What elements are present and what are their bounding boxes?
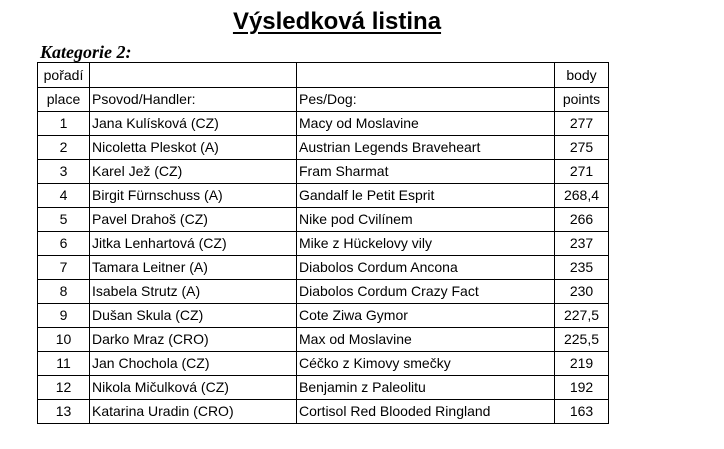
header-points-line2: points xyxy=(555,88,609,112)
dog-cell: Diabolos Cordum Crazy Fact xyxy=(297,280,555,304)
table-row xyxy=(38,280,609,304)
table-row xyxy=(38,256,609,280)
header-place-line2: place xyxy=(38,88,90,112)
place-cell: 3 xyxy=(38,160,90,184)
points-cell: 237 xyxy=(555,232,609,256)
place-cell: 6 xyxy=(38,232,90,256)
dog-cell: Céčko z Kimovy smečky xyxy=(297,352,555,376)
handler-cell: Nikola Mičulková (CZ) xyxy=(90,376,297,400)
dog-cell: Fram Sharmat xyxy=(297,160,555,184)
points-cell: 271 xyxy=(555,160,609,184)
points-cell: 227,5 xyxy=(555,304,609,328)
table-row xyxy=(38,352,609,376)
dog-cell: Nike pod Cvilínem xyxy=(297,208,555,232)
table-row xyxy=(38,376,609,400)
place-cell: 5 xyxy=(38,208,90,232)
handler-cell: Isabela Strutz (A) xyxy=(90,280,297,304)
place-cell: 9 xyxy=(38,304,90,328)
header-row-1 xyxy=(38,63,609,88)
points-cell: 230 xyxy=(555,280,609,304)
table-row xyxy=(38,232,609,256)
points-cell: 266 xyxy=(555,208,609,232)
handler-cell: Dušan Skula (CZ) xyxy=(90,304,297,328)
dog-cell: Austrian Legends Braveheart xyxy=(297,136,555,160)
place-cell: 2 xyxy=(38,136,90,160)
table-row xyxy=(38,112,609,136)
header-points-line1: body xyxy=(555,63,609,88)
place-cell: 1 xyxy=(38,112,90,136)
page-title: Výsledková listina xyxy=(232,8,442,35)
dog-cell: Mike z Hückelovy vily xyxy=(297,232,555,256)
handler-cell: Pavel Drahoš (CZ) xyxy=(90,208,297,232)
handler-cell: Jan Chochola (CZ) xyxy=(90,352,297,376)
dog-cell: Gandalf le Petit Esprit xyxy=(297,184,555,208)
handler-cell: Darko Mraz (CRO) xyxy=(90,328,297,352)
points-cell: 275 xyxy=(555,136,609,160)
table-row xyxy=(38,136,609,160)
header-handler-blank xyxy=(90,63,297,88)
results-table xyxy=(37,62,609,424)
header-row-2 xyxy=(38,88,609,112)
handler-cell: Tamara Leitner (A) xyxy=(90,256,297,280)
table-row xyxy=(38,208,609,232)
dog-cell: Macy od Moslavine xyxy=(297,112,555,136)
points-cell: 268,4 xyxy=(555,184,609,208)
place-cell: 12 xyxy=(38,376,90,400)
points-cell: 219 xyxy=(555,352,609,376)
handler-cell: Nicoletta Pleskot (A) xyxy=(90,136,297,160)
dog-cell: Benjamin z Paleolitu xyxy=(297,376,555,400)
header-dog-blank xyxy=(297,63,555,88)
place-cell: 13 xyxy=(38,400,90,424)
points-cell: 192 xyxy=(555,376,609,400)
place-cell: 10 xyxy=(38,328,90,352)
points-cell: 225,5 xyxy=(555,328,609,352)
points-cell: 277 xyxy=(555,112,609,136)
dog-cell: Max od Moslavine xyxy=(297,328,555,352)
header-dog: Pes/Dog: xyxy=(297,88,555,112)
place-cell: 8 xyxy=(38,280,90,304)
header-handler: Psovod/Handler: xyxy=(90,88,297,112)
points-cell: 235 xyxy=(555,256,609,280)
dog-cell: Cote Ziwa Gymor xyxy=(297,304,555,328)
header-place-line1: pořadí xyxy=(38,63,90,88)
dog-cell: Diabolos Cordum Ancona xyxy=(297,256,555,280)
place-cell: 4 xyxy=(38,184,90,208)
handler-cell: Jitka Lenhartová (CZ) xyxy=(90,232,297,256)
points-cell: 163 xyxy=(555,400,609,424)
place-cell: 7 xyxy=(38,256,90,280)
handler-cell: Karel Jež (CZ) xyxy=(90,160,297,184)
dog-cell: Cortisol Red Blooded Ringland xyxy=(297,400,555,424)
table-row xyxy=(38,304,609,328)
category-label: Kategorie 2: xyxy=(40,42,132,62)
handler-cell: Birgit Fürnschuss (A) xyxy=(90,184,297,208)
handler-cell: Katarina Uradin (CRO) xyxy=(90,400,297,424)
table-row xyxy=(38,400,609,424)
table-row xyxy=(38,328,609,352)
place-cell: 11 xyxy=(38,352,90,376)
table-row xyxy=(38,160,609,184)
handler-cell: Jana Kulísková (CZ) xyxy=(90,112,297,136)
table-row xyxy=(38,184,609,208)
